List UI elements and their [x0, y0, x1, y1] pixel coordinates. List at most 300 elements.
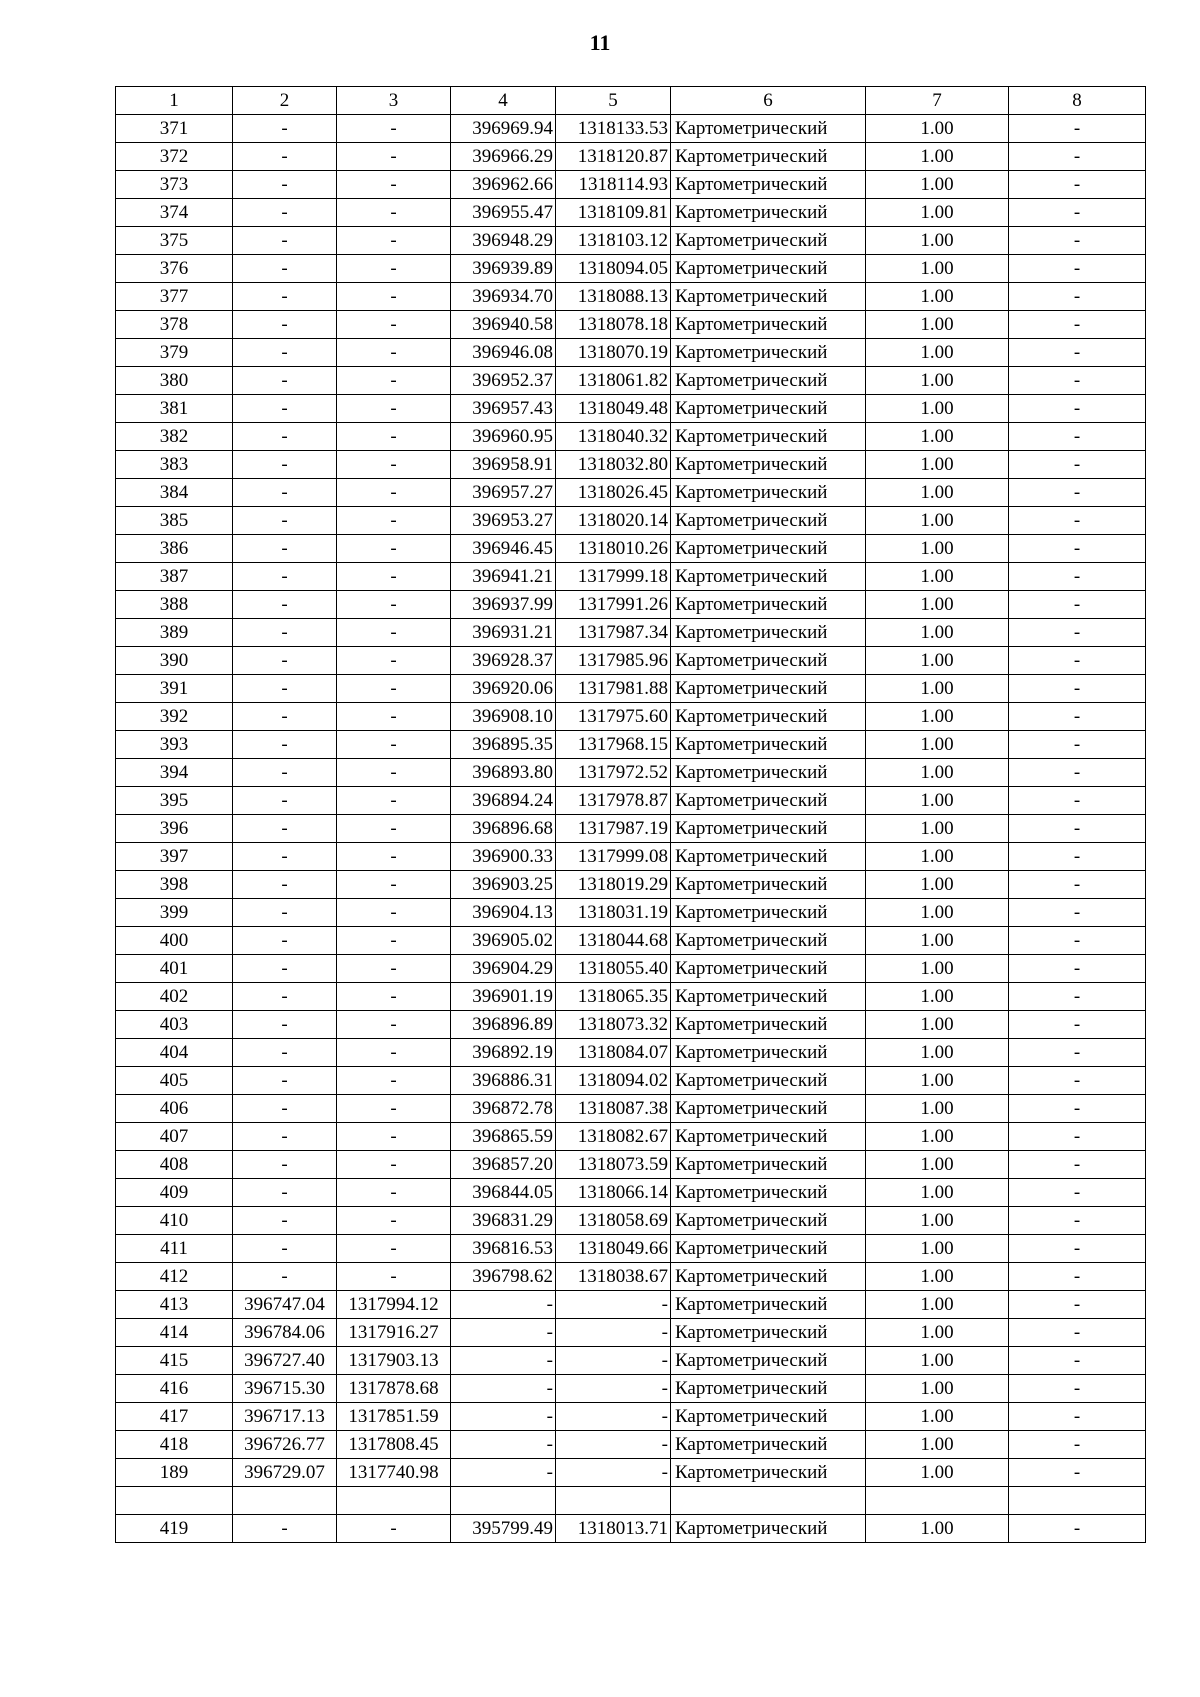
header-cell-point-number: 1	[116, 87, 233, 115]
cell-existing-y: 1317808.45	[337, 1431, 451, 1459]
cell-description: -	[1009, 507, 1146, 535]
cell-existing-y: -	[337, 339, 451, 367]
cell-new-y: 1318049.48	[556, 395, 671, 423]
cell-method: Картометрический	[671, 367, 866, 395]
cell-method: Картометрический	[671, 899, 866, 927]
table-row	[116, 619, 1146, 647]
table-row	[116, 535, 1146, 563]
cell-existing-x: -	[233, 367, 337, 395]
cell-point-number: 383	[116, 451, 233, 479]
table-row	[116, 227, 1146, 255]
cell-new-x: 396957.27	[451, 479, 556, 507]
table-row	[116, 1039, 1146, 1067]
cell-description: -	[1009, 199, 1146, 227]
cell-existing-y: -	[337, 1235, 451, 1263]
cell-method: Картометрический	[671, 843, 866, 871]
cell-existing-x: 396729.07	[233, 1459, 337, 1487]
table-row	[116, 1067, 1146, 1095]
cell-new-x: 396865.59	[451, 1123, 556, 1151]
cell-accuracy: 1.00	[866, 815, 1009, 843]
cell-accuracy: 1.00	[866, 871, 1009, 899]
table-row	[116, 1095, 1146, 1123]
cell-point-number: 380	[116, 367, 233, 395]
cell-method: Картометрический	[671, 1291, 866, 1319]
cell-new-x: 396831.29	[451, 1207, 556, 1235]
cell-new-x: 396844.05	[451, 1179, 556, 1207]
cell-existing-y: -	[337, 1123, 451, 1151]
table-row	[116, 143, 1146, 171]
cell-existing-y: -	[337, 199, 451, 227]
cell-new-x: 396934.70	[451, 283, 556, 311]
cell-new-y: 1318026.45	[556, 479, 671, 507]
cell-existing-y: -	[337, 283, 451, 311]
cell-existing-x: -	[233, 1039, 337, 1067]
cell-existing-x: -	[233, 1151, 337, 1179]
cell-method: Картометрический	[671, 479, 866, 507]
cell-method: Картометрический	[671, 1207, 866, 1235]
cell-point-number: 406	[116, 1095, 233, 1123]
cell-point-number: 410	[116, 1207, 233, 1235]
cell-new-x: -	[451, 1431, 556, 1459]
cell-new-x: 396952.37	[451, 367, 556, 395]
cell-method: Картометрический	[671, 1095, 866, 1123]
cell-existing-y: 1317916.27	[337, 1319, 451, 1347]
cell-existing-x: -	[233, 535, 337, 563]
cell-point-number: 388	[116, 591, 233, 619]
cell-method: Картометрический	[671, 1403, 866, 1431]
cell-existing-y: -	[337, 1263, 451, 1291]
cell-point-number: 401	[116, 955, 233, 983]
cell-new-x: 396948.29	[451, 227, 556, 255]
cell-point-number: 396	[116, 815, 233, 843]
cell-new-y: 1318066.14	[556, 1179, 671, 1207]
cell-existing-y	[337, 1487, 451, 1515]
cell-accuracy: 1.00	[866, 115, 1009, 143]
header-row	[116, 87, 1146, 115]
table-row	[116, 563, 1146, 591]
cell-accuracy: 1.00	[866, 1459, 1009, 1487]
cell-existing-y: -	[337, 871, 451, 899]
cell-accuracy: 1.00	[866, 479, 1009, 507]
table-row	[116, 787, 1146, 815]
table-row	[116, 591, 1146, 619]
cell-new-y: 1318040.32	[556, 423, 671, 451]
cell-method: Картометрический	[671, 871, 866, 899]
cell-new-y: -	[556, 1319, 671, 1347]
cell-existing-x: -	[233, 815, 337, 843]
cell-existing-x: -	[233, 1235, 337, 1263]
cell-accuracy: 1.00	[866, 675, 1009, 703]
cell-method: Картометрический	[671, 115, 866, 143]
cell-existing-x: -	[233, 255, 337, 283]
cell-new-y: 1318020.14	[556, 507, 671, 535]
cell-point-number: 389	[116, 619, 233, 647]
cell-description: -	[1009, 843, 1146, 871]
cell-accuracy: 1.00	[866, 1095, 1009, 1123]
cell-new-x	[451, 1487, 556, 1515]
cell-existing-x: -	[233, 1207, 337, 1235]
table-row	[116, 1235, 1146, 1263]
cell-method: Картометрический	[671, 171, 866, 199]
cell-method: Картометрический	[671, 759, 866, 787]
cell-new-y: 1317999.08	[556, 843, 671, 871]
cell-new-y: -	[556, 1459, 671, 1487]
cell-point-number: 416	[116, 1375, 233, 1403]
cell-existing-y: -	[337, 1179, 451, 1207]
cell-accuracy: 1.00	[866, 171, 1009, 199]
cell-description: -	[1009, 367, 1146, 395]
cell-new-y: 1317991.26	[556, 591, 671, 619]
cell-description: -	[1009, 479, 1146, 507]
cell-existing-y: 1317903.13	[337, 1347, 451, 1375]
cell-existing-x: -	[233, 1179, 337, 1207]
cell-accuracy: 1.00	[866, 1375, 1009, 1403]
cell-method: Картометрический	[671, 395, 866, 423]
cell-description: -	[1009, 703, 1146, 731]
cell-new-y: 1318078.18	[556, 311, 671, 339]
cell-method: Картометрический	[671, 1263, 866, 1291]
cell-new-y: 1318010.26	[556, 535, 671, 563]
table-body	[116, 87, 1146, 1543]
cell-new-y: 1318103.12	[556, 227, 671, 255]
cell-existing-y: -	[337, 759, 451, 787]
cell-existing-y: -	[337, 703, 451, 731]
cell-new-x: 396900.33	[451, 843, 556, 871]
cell-existing-y: -	[337, 535, 451, 563]
cell-new-y: 1317968.15	[556, 731, 671, 759]
cell-point-number: 411	[116, 1235, 233, 1263]
table-row	[116, 1207, 1146, 1235]
cell-description: -	[1009, 143, 1146, 171]
cell-existing-y: -	[337, 787, 451, 815]
cell-method: Картометрический	[671, 451, 866, 479]
cell-description: -	[1009, 535, 1146, 563]
table-row	[116, 703, 1146, 731]
cell-new-x: 395799.49	[451, 1515, 556, 1543]
cell-existing-x: -	[233, 927, 337, 955]
cell-new-y: 1317987.19	[556, 815, 671, 843]
cell-method	[671, 1487, 866, 1515]
cell-accuracy: 1.00	[866, 535, 1009, 563]
cell-existing-x: 396727.40	[233, 1347, 337, 1375]
cell-new-x: 396939.89	[451, 255, 556, 283]
cell-description: -	[1009, 451, 1146, 479]
cell-existing-x: -	[233, 339, 337, 367]
cell-new-x: 396969.94	[451, 115, 556, 143]
cell-point-number: 417	[116, 1403, 233, 1431]
cell-accuracy: 1.00	[866, 591, 1009, 619]
cell-accuracy: 1.00	[866, 899, 1009, 927]
table-row	[116, 395, 1146, 423]
cell-existing-y: -	[337, 563, 451, 591]
cell-new-y: 1318084.07	[556, 1039, 671, 1067]
cell-existing-y: -	[337, 815, 451, 843]
table-row	[116, 171, 1146, 199]
cell-new-x: 396953.27	[451, 507, 556, 535]
cell-accuracy: 1.00	[866, 563, 1009, 591]
cell-existing-y: -	[337, 927, 451, 955]
cell-existing-x: -	[233, 171, 337, 199]
cell-description: -	[1009, 1207, 1146, 1235]
table-row	[116, 1487, 1146, 1515]
cell-accuracy	[866, 1487, 1009, 1515]
table-row	[116, 1011, 1146, 1039]
cell-new-y: 1317987.34	[556, 619, 671, 647]
cell-existing-y: -	[337, 1095, 451, 1123]
cell-method: Картометрический	[671, 983, 866, 1011]
cell-point-number: 387	[116, 563, 233, 591]
cell-new-x: 396908.10	[451, 703, 556, 731]
cell-point-number: 414	[116, 1319, 233, 1347]
page-number: 11	[589, 30, 611, 55]
cell-description: -	[1009, 115, 1146, 143]
cell-description: -	[1009, 1515, 1146, 1543]
cell-new-y: 1318058.69	[556, 1207, 671, 1235]
cell-accuracy: 1.00	[866, 1011, 1009, 1039]
cell-point-number: 376	[116, 255, 233, 283]
cell-existing-x: -	[233, 871, 337, 899]
cell-point-number: 399	[116, 899, 233, 927]
cell-existing-y: 1317878.68	[337, 1375, 451, 1403]
cell-method: Картометрический	[671, 955, 866, 983]
cell-new-y: 1318109.81	[556, 199, 671, 227]
cell-new-y: -	[556, 1347, 671, 1375]
cell-accuracy: 1.00	[866, 1179, 1009, 1207]
cell-new-y: 1318013.71	[556, 1515, 671, 1543]
cell-accuracy: 1.00	[866, 451, 1009, 479]
cell-new-y: 1318038.67	[556, 1263, 671, 1291]
cell-description: -	[1009, 1235, 1146, 1263]
cell-accuracy: 1.00	[866, 423, 1009, 451]
table-row	[116, 1403, 1146, 1431]
cell-existing-y: -	[337, 1207, 451, 1235]
cell-new-x: 396966.29	[451, 143, 556, 171]
table-row	[116, 479, 1146, 507]
table-row	[116, 899, 1146, 927]
cell-existing-y: -	[337, 647, 451, 675]
header-cell-existing-x: 2	[233, 87, 337, 115]
cell-accuracy: 1.00	[866, 1291, 1009, 1319]
cell-new-x: 396946.45	[451, 535, 556, 563]
cell-existing-y: -	[337, 955, 451, 983]
cell-method: Картометрический	[671, 731, 866, 759]
cell-existing-y: -	[337, 1067, 451, 1095]
cell-point-number: 371	[116, 115, 233, 143]
cell-existing-x: 396784.06	[233, 1319, 337, 1347]
cell-description: -	[1009, 255, 1146, 283]
cell-description: -	[1009, 1291, 1146, 1319]
cell-existing-x: -	[233, 591, 337, 619]
cell-existing-y: -	[337, 843, 451, 871]
cell-new-x: 396894.24	[451, 787, 556, 815]
cell-description: -	[1009, 1067, 1146, 1095]
cell-description: -	[1009, 1375, 1146, 1403]
cell-method: Картометрический	[671, 787, 866, 815]
cell-new-y: -	[556, 1375, 671, 1403]
cell-point-number: 397	[116, 843, 233, 871]
table-row	[116, 451, 1146, 479]
cell-existing-x: -	[233, 423, 337, 451]
cell-point-number: 404	[116, 1039, 233, 1067]
cell-new-y: 1318032.80	[556, 451, 671, 479]
cell-description: -	[1009, 955, 1146, 983]
cell-existing-y: -	[337, 311, 451, 339]
cell-new-y: 1318082.67	[556, 1123, 671, 1151]
cell-accuracy: 1.00	[866, 339, 1009, 367]
cell-new-y: 1318133.53	[556, 115, 671, 143]
cell-existing-y: -	[337, 115, 451, 143]
cell-new-y: 1318087.38	[556, 1095, 671, 1123]
cell-new-x: 396920.06	[451, 675, 556, 703]
header-cell-description: 8	[1009, 87, 1146, 115]
table-row	[116, 1263, 1146, 1291]
cell-new-y: 1318055.40	[556, 955, 671, 983]
cell-point-number: 372	[116, 143, 233, 171]
cell-existing-y: -	[337, 423, 451, 451]
header-cell-new-y: 5	[556, 87, 671, 115]
cell-new-y: 1318065.35	[556, 983, 671, 1011]
cell-new-y: -	[556, 1403, 671, 1431]
cell-accuracy: 1.00	[866, 1403, 1009, 1431]
cell-existing-y: -	[337, 1011, 451, 1039]
cell-new-x: 396904.13	[451, 899, 556, 927]
cell-method: Картометрический	[671, 535, 866, 563]
table-row	[116, 1179, 1146, 1207]
cell-accuracy: 1.00	[866, 1207, 1009, 1235]
cell-description: -	[1009, 563, 1146, 591]
cell-method: Картометрический	[671, 1319, 866, 1347]
cell-new-x: 396941.21	[451, 563, 556, 591]
cell-new-x: 396957.43	[451, 395, 556, 423]
cell-new-y: 1317981.88	[556, 675, 671, 703]
cell-point-number: 418	[116, 1431, 233, 1459]
cell-point-number: 390	[116, 647, 233, 675]
cell-point-number: 373	[116, 171, 233, 199]
cell-method: Картометрический	[671, 1123, 866, 1151]
cell-point-number: 384	[116, 479, 233, 507]
cell-existing-x: 396717.13	[233, 1403, 337, 1431]
cell-existing-x	[233, 1487, 337, 1515]
cell-point-number: 391	[116, 675, 233, 703]
table-row	[116, 1375, 1146, 1403]
cell-method: Картометрический	[671, 647, 866, 675]
cell-new-x: 396798.62	[451, 1263, 556, 1291]
cell-existing-x: -	[233, 1263, 337, 1291]
cell-point-number: 189	[116, 1459, 233, 1487]
cell-point-number: 395	[116, 787, 233, 815]
cell-point-number: 408	[116, 1151, 233, 1179]
cell-new-x: 396857.20	[451, 1151, 556, 1179]
table-row	[116, 199, 1146, 227]
cell-new-y: -	[556, 1291, 671, 1319]
cell-method: Картометрический	[671, 1067, 866, 1095]
cell-description: -	[1009, 1039, 1146, 1067]
cell-existing-y: -	[337, 731, 451, 759]
table-row	[116, 927, 1146, 955]
cell-existing-x: -	[233, 1515, 337, 1543]
cell-description: -	[1009, 787, 1146, 815]
cell-accuracy: 1.00	[866, 255, 1009, 283]
cell-accuracy: 1.00	[866, 619, 1009, 647]
cell-new-x: 396955.47	[451, 199, 556, 227]
cell-accuracy: 1.00	[866, 507, 1009, 535]
cell-new-x: 396962.66	[451, 171, 556, 199]
cell-new-y: 1317972.52	[556, 759, 671, 787]
cell-accuracy: 1.00	[866, 843, 1009, 871]
cell-accuracy: 1.00	[866, 367, 1009, 395]
cell-new-y: 1318049.66	[556, 1235, 671, 1263]
cell-point-number: 374	[116, 199, 233, 227]
cell-existing-x: -	[233, 647, 337, 675]
cell-accuracy: 1.00	[866, 395, 1009, 423]
cell-new-x: 396901.19	[451, 983, 556, 1011]
cell-accuracy: 1.00	[866, 703, 1009, 731]
cell-accuracy: 1.00	[866, 983, 1009, 1011]
cell-point-number: 413	[116, 1291, 233, 1319]
cell-method: Картометрический	[671, 703, 866, 731]
cell-method: Картометрический	[671, 815, 866, 843]
cell-new-x: 396904.29	[451, 955, 556, 983]
cell-existing-y: -	[337, 367, 451, 395]
cell-method: Картометрический	[671, 1459, 866, 1487]
cell-new-x: 396893.80	[451, 759, 556, 787]
cell-new-x: 396928.37	[451, 647, 556, 675]
cell-description: -	[1009, 899, 1146, 927]
cell-point-number: 392	[116, 703, 233, 731]
cell-accuracy: 1.00	[866, 311, 1009, 339]
cell-new-x: 396896.89	[451, 1011, 556, 1039]
table-row	[116, 1151, 1146, 1179]
cell-existing-x: -	[233, 563, 337, 591]
cell-accuracy: 1.00	[866, 227, 1009, 255]
cell-existing-x: -	[233, 759, 337, 787]
cell-accuracy: 1.00	[866, 283, 1009, 311]
cell-accuracy: 1.00	[866, 1319, 1009, 1347]
cell-existing-y: -	[337, 1039, 451, 1067]
table-row	[116, 283, 1146, 311]
cell-accuracy: 1.00	[866, 731, 1009, 759]
table-row	[116, 759, 1146, 787]
cell-point-number: 402	[116, 983, 233, 1011]
cell-new-y: 1317978.87	[556, 787, 671, 815]
cell-description: -	[1009, 283, 1146, 311]
table-row	[116, 115, 1146, 143]
table-row	[116, 1347, 1146, 1375]
cell-method: Картометрический	[671, 1347, 866, 1375]
cell-method: Картометрический	[671, 563, 866, 591]
cell-existing-y: -	[337, 983, 451, 1011]
cell-method: Картометрический	[671, 1235, 866, 1263]
cell-existing-x: -	[233, 955, 337, 983]
cell-method: Картометрический	[671, 227, 866, 255]
cell-accuracy: 1.00	[866, 759, 1009, 787]
cell-description	[1009, 1487, 1146, 1515]
cell-point-number: 403	[116, 1011, 233, 1039]
header-cell-accuracy: 7	[866, 87, 1009, 115]
cell-new-x: 396940.58	[451, 311, 556, 339]
cell-existing-x: -	[233, 1095, 337, 1123]
cell-existing-y: -	[337, 479, 451, 507]
cell-description: -	[1009, 871, 1146, 899]
cell-description: -	[1009, 759, 1146, 787]
cell-existing-y: -	[337, 1151, 451, 1179]
cell-point-number: 412	[116, 1263, 233, 1291]
cell-point-number: 382	[116, 423, 233, 451]
table-row	[116, 843, 1146, 871]
cell-accuracy: 1.00	[866, 1151, 1009, 1179]
table-row	[116, 1515, 1146, 1543]
cell-method: Картометрический	[671, 927, 866, 955]
